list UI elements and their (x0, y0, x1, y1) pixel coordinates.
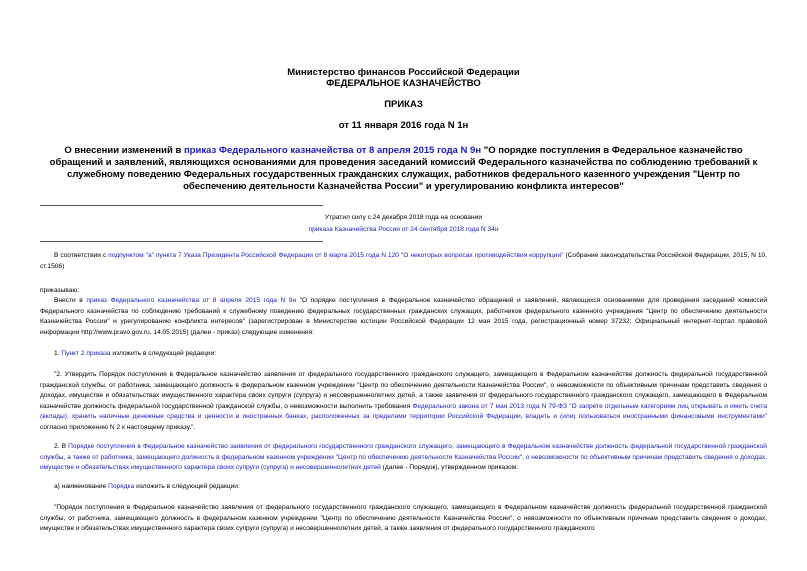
document-type: ПРИКАЗ (384, 99, 423, 110)
validity-note: Утратил силу с 24 декабря 2018 года на основании (324, 214, 483, 221)
paragraph-item-2-text (40, 370, 767, 433)
document-title (40, 145, 767, 193)
paragraph-amend (40, 296, 767, 338)
paragraph-basis (40, 251, 767, 272)
validity-link[interactable]: приказа Казначейства России от 24 сентября 2018 года N 34н (308, 226, 499, 233)
title-rest: "О порядке поступления в Федеральное казначейство обращений и заявлений, являющихся основаниями для проведения заседаний комиссий Федерального казначейства по соблюдению требований к служебному поведению Федеральных государственных гражданских служащих, работников федерального казенного учреждения "Центр по обеспечению деятельности Казначейства России" и урегулированию конфликта интересов" (49, 145, 758, 192)
order-9n-link[interactable]: приказ Федерального казначейства от 8 апреля 2015 года N 9н (86, 297, 297, 304)
procedure-text-b: (далее - Порядок), утвержденном приказом: (380, 464, 519, 471)
ministry-name: Министерство финансов Российской Федерации (287, 67, 520, 78)
agency-name: ФЕДЕРАЛЬНОЕ КАЗНАЧЕЙСТВО (326, 78, 481, 89)
subitem-a-text-b: изложить в следующей редакции: (134, 483, 240, 490)
title-order-link[interactable]: приказ Федерального казначейства от 8 апреля 2015 года N 9н (183, 145, 482, 156)
item1-text: изложить в следующей редакции: (110, 350, 217, 357)
item2-text-b: согласно приложению N 2 к настоящему приказу.". (40, 423, 196, 431)
validity-link-row (40, 224, 767, 235)
divider-top (40, 205, 323, 206)
paragraph-item-1 (40, 349, 767, 360)
basis-text-b: (Собрание законодательства Российской Федерации, 2015, N 10, ст.1506) (40, 252, 767, 270)
document-date-number: от 11 января 2016 года N 1н (338, 120, 469, 131)
paragraph-new-title: "Порядок поступления в Федеральное казначейство заявления от федерального государственного гражданского служащего, замещающего в Федеральном казначействе должность федеральной государственной гражданской службы, от работника, замещающего должность в федеральном казенном учреждении "Центр по обеспечению деятельности Казначейства России", о невозможности по объективным причинам представить сведения о доходах, имуществе и обязательствах имущественного характера своих супруги (супруга) и несовершеннолетних детей, а также заявления от федерального государственного гражданского (40, 504, 767, 532)
basis-text-a: В соответствии с (54, 252, 109, 259)
paragraph-procedure (40, 442, 767, 474)
item-2-link[interactable]: Пункт 2 приказа (61, 350, 111, 357)
subitem-a-text-a: а) наименование (54, 483, 109, 490)
amend-text-b: "О порядке поступления в Федеральное казначейство обращений и заявлений, являющихся основаниями для проведения заседаний комиссий Федерального казначейства по соблюдению требований к служебному поведению федеральных государственных гражданских служащих, работников федерального казенного учреждения "Центр по обеспечению деятельности Казначейства России" и урегулированию конфликта интересов" (зарегистрирован в Министерстве юстиции Российской Федерации 12 мая 2015 года, регистрационный номер 37232; Официальный интернет-портал правовой информации http://www.pravo.gov.ru, 14.05.2015) (далее - приказ) следующие изменения: (40, 297, 768, 336)
federal-law-link[interactable]: Федерального закона от 7 мая 2013 года N 79-ФЗ "О запрете отдельным категориям лиц открывать и иметь счета (вклады), хранить наличные денежные средства и ценности в иностранных банках, расположенных за пределами территории Российской Федерации, владеть и (или) пользоваться иностранными финансовыми инструментами" (40, 402, 768, 420)
procedure-link[interactable]: Порядке поступления в Федеральное казначейство заявления от федерального государственного гражданского служащего, замещающего в Федеральном казначействе должность федеральной государственной гражданской службы, а также от работника, замещающего должность в федеральном казенном учреждении "Центр по обеспечению деятельности Казначейства России", о невозможности по объективным причинам представить сведения о доходах, имуществе и обязательствах имущественного характера своих супруги (супруга) и несовершеннолетних детей (40, 443, 767, 471)
amend-text-a: Внести в (54, 297, 87, 304)
poryadok-link[interactable]: Порядка (108, 483, 135, 490)
decree-link[interactable]: подпунктом "а" пункта 7 Указа Президента Российской Федерации от 8 марта 2015 года N 120 "О некоторых вопросах противодействия коррупции" (108, 252, 564, 259)
divider-bottom (40, 241, 323, 242)
paragraph-subitem-a (40, 482, 767, 493)
item2-text-a: "2. Утвердить Порядок поступления в Федеральное казначейство заявления от федерального государственного гражданского служащего, замещающего в Федеральном казначействе должность федеральной государственной гражданской службы, от работника, замещающего должность в федеральном казенном учреждении "Центр по обеспечению деятельности Казначейства России", о невозможности по объективным причинам представить сведения о доходах, имуществе и обязательствах имущественного характера своих супруги (супруга) и несовершеннолетних детей, а также заявления от федерального государственного гражданского служащего, замещающего в Федеральном казначействе должность федеральной государственной гражданской службы, о невозможности выполнить требования (40, 371, 767, 410)
title-prefix: О внесении изменений в (64, 145, 184, 156)
paragraph-order: приказываю: (40, 287, 80, 294)
procedure-text-a: 2. В (54, 443, 69, 450)
item1-num: 1. (54, 350, 62, 357)
